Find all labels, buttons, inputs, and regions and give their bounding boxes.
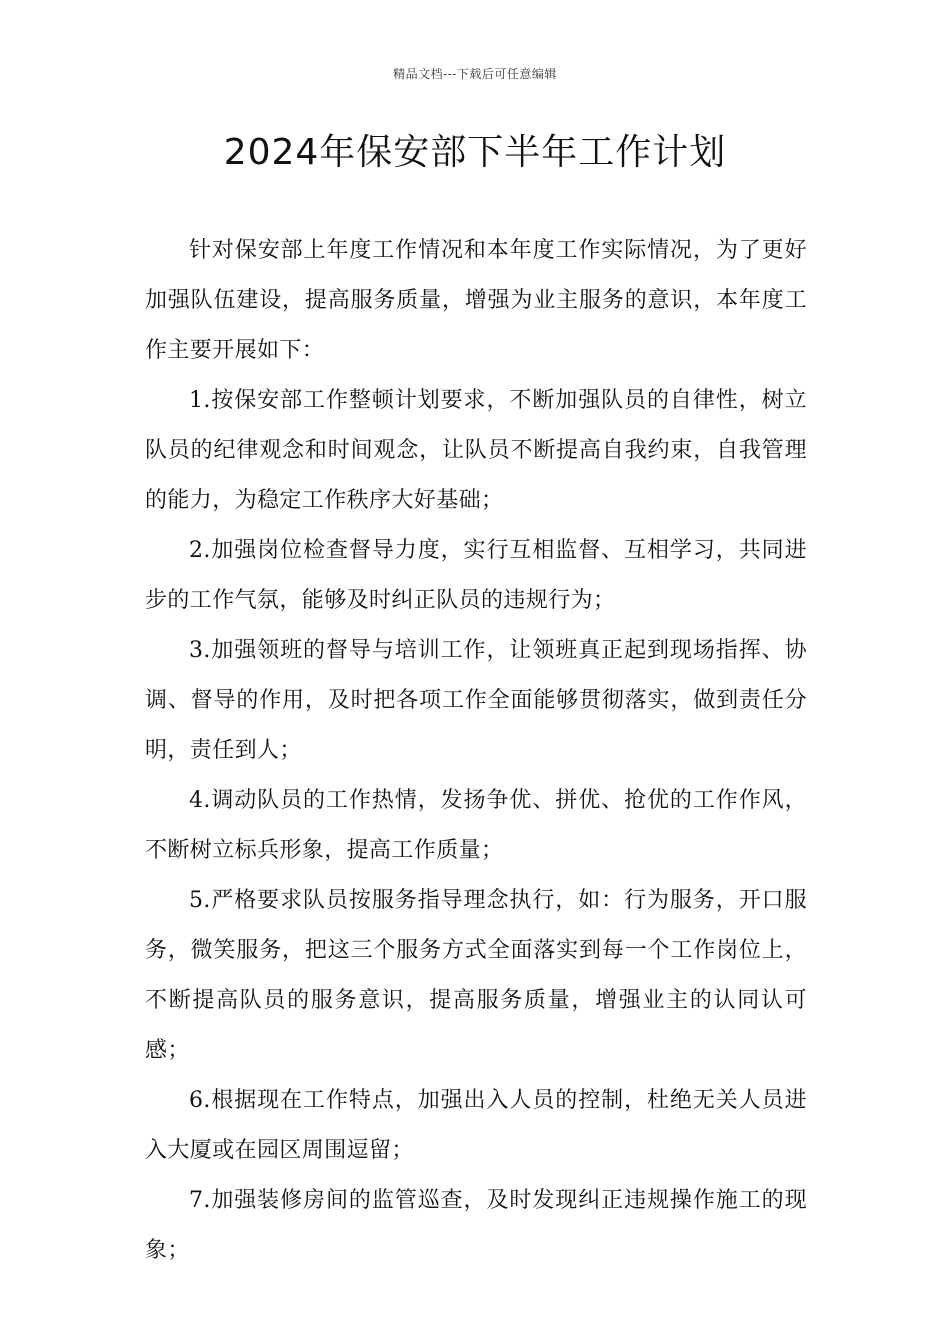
document-body bbox=[145, 226, 807, 1276]
plan-item-2: 2.加强岗位检查督导力度，实行互相监督、互相学习，共同进步的工作气氛，能够及时纠正队员的违规行为； bbox=[145, 538, 807, 613]
plan-item-1: 1.按保安部工作整顿计划要求，不断加强队员的自律性，树立队员的纪律观念和时间观念，让队员不断提高自我约束，自我管理的能力，为稳定工作秩序大好基础； bbox=[145, 388, 807, 513]
plan-item-3: 3.加强领班的督导与培训工作，让领班真正起到现场指挥、协调、督导的作用，及时把各项工作全面能够贯彻落实，做到责任分明，责任到人； bbox=[145, 638, 807, 763]
intro-paragraph: 针对保安部上年度工作情况和本年度工作实际情况，为了更好加强队伍建设，提高服务质量，增强为业主服务的意识，本年度工作主要开展如下： bbox=[145, 238, 807, 363]
page-header: 精品文档---下载后可任意编辑 bbox=[393, 67, 557, 81]
plan-item-6: 6.根据现在工作特点，加强出入人员的控制，杜绝无关人员进入大厦或在园区周围逗留； bbox=[145, 1088, 807, 1163]
plan-item-4: 4.调动队员的工作热情，发扬争优、拼优、抢优的工作作风，不断树立标兵形象，提高工作质量； bbox=[145, 788, 807, 863]
plan-item-7: 7.加强装修房间的监管巡查，及时发现纠正违规操作施工的现象； bbox=[145, 1188, 807, 1263]
document-title: 2024年保安部下半年工作计划 bbox=[223, 132, 727, 173]
plan-item-5: 5.严格要求队员按服务指导理念执行，如：行为服务，开口服务，微笑服务，把这三个服务方式全面落实到每一个工作岗位上，不断提高队员的服务意识，提高服务质量，增强业主的认同认可感； bbox=[145, 888, 807, 1063]
